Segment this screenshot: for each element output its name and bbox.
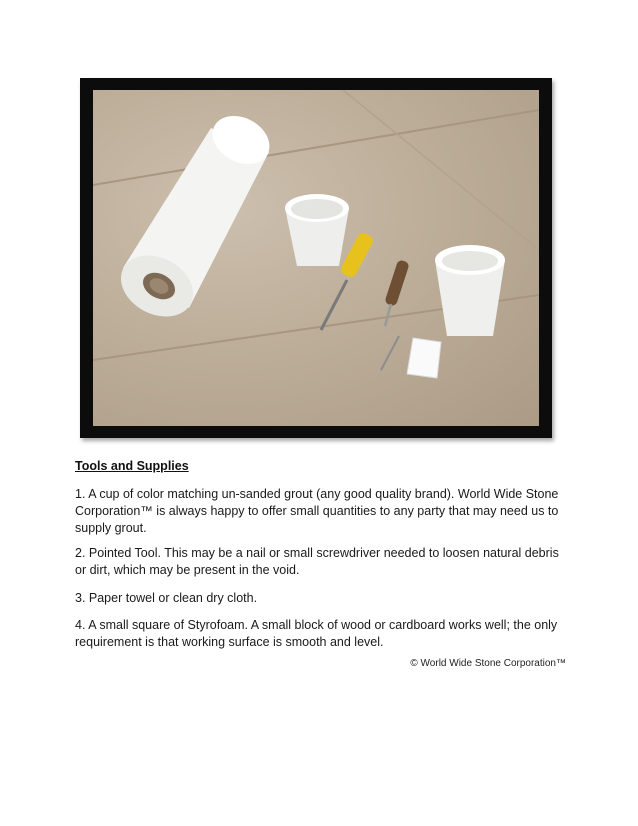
supply-item-1: 1. A cup of color matching un-sanded grout (any good quality brand). World Wide Stone Corporation™ is always happy to offer small quantities to any party that may need us to supply grout. bbox=[75, 487, 559, 535]
tools-photo bbox=[93, 90, 539, 426]
supply-item-3: 3. Paper towel or clean dry cloth. bbox=[75, 591, 258, 605]
foam-cup-small bbox=[285, 194, 349, 266]
styrofoam-square bbox=[407, 338, 441, 378]
foam-cup-large bbox=[435, 245, 505, 336]
paper-towel-roll bbox=[110, 106, 278, 328]
copyright-notice: © World Wide Stone Corporation™ bbox=[410, 658, 566, 669]
nail bbox=[381, 336, 399, 370]
tools-illustration bbox=[93, 90, 539, 426]
supply-item-2: 2. Pointed Tool. This may be a nail or small screwdriver needed to loosen natural debris or dirt, which may be present in the void. bbox=[75, 546, 559, 577]
photo-frame bbox=[80, 78, 552, 438]
grout-line bbox=[93, 110, 539, 185]
section-heading: Tools and Supplies bbox=[75, 459, 189, 473]
supply-item-4: 4. A small square of Styrofoam. A small block of wood or cardboard works well; the only requirement is that working surface is smooth and level. bbox=[75, 618, 558, 649]
